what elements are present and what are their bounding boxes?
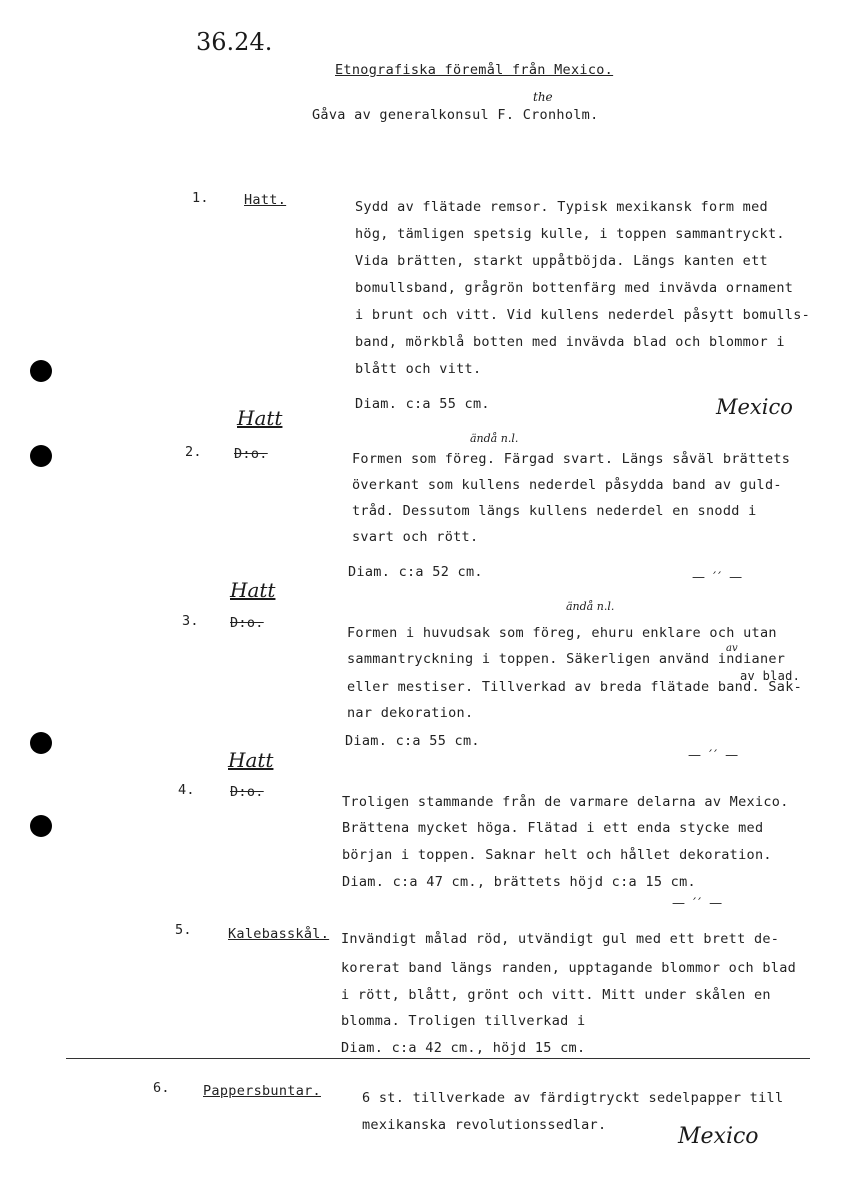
- description-line: tråd. Dessutom längs kullens nederdel en snodd i: [352, 503, 757, 519]
- description-line: svart och rött.: [352, 529, 479, 545]
- item-name: Hatt.: [244, 192, 287, 208]
- description-line: Troligen stammande från de varmare delarna av Mexico.: [342, 794, 789, 810]
- item-measure: Diam. c:a 55 cm.: [345, 733, 480, 749]
- item-number: 4.: [178, 782, 195, 798]
- handwritten-place: Mexico: [678, 1124, 759, 1149]
- handwritten-insert-av: av: [726, 643, 738, 654]
- subtitle-insert: the: [533, 90, 553, 104]
- description-line: sammantryckning i toppen. Säkerligen använd indianer: [347, 651, 786, 667]
- description-line: blått och vitt.: [355, 361, 482, 377]
- handwritten-place: Mexico: [716, 395, 793, 419]
- item-name-struck: D:o.: [230, 615, 264, 631]
- description-line: Formen i huvudsak som föreg, ehuru enklare och utan: [347, 625, 777, 641]
- description-line: blomma. Troligen tillverkad i: [341, 1013, 586, 1029]
- description-line: Formen som föreg. Färgad svart. Längs såväl brättets: [352, 451, 791, 467]
- handwritten-insert-blad: av blad.: [740, 669, 801, 683]
- description-line: hög, tämligen spetsig kulle, i toppen sammantryckt.: [355, 226, 785, 242]
- description-line: Brättena mycket höga. Flätad i ett enda stycke med: [342, 820, 764, 836]
- description-line: band, mörkblå botten med invävda blad och blommor i: [355, 334, 785, 350]
- item-measure: Diam. c:a 55 cm.: [355, 396, 490, 412]
- page-title: Etnografiska föremål från Mexico.: [335, 62, 614, 78]
- description-line: nar dekoration.: [347, 705, 474, 721]
- description-line: början i toppen. Saknar helt och hållet dekoration.: [342, 847, 772, 863]
- ditto-mark: — ′′ —: [672, 896, 725, 911]
- page-subtitle: Gåva av generalkonsul F. Cronholm.: [312, 107, 599, 123]
- punch-hole: [30, 445, 52, 467]
- item-measure: Diam. c:a 47 cm., brättets höjd c:a 15 cm.: [342, 874, 696, 890]
- item-measure: Diam. c:a 42 cm., höjd 15 cm.: [341, 1040, 586, 1056]
- handwritten-insert: ändå n.l.: [566, 600, 615, 613]
- description-line: 6 st. tillverkade av färdigtryckt sedelpapper till: [362, 1090, 784, 1106]
- punch-hole: [30, 732, 52, 754]
- item-number: 1.: [192, 190, 209, 206]
- handwritten-name: Hatt: [230, 578, 276, 602]
- handwritten-insert: ändå n.l.: [470, 432, 519, 445]
- description-line: korerat band längs randen, upptagande blommor och blad: [341, 960, 797, 976]
- item-name: Pappersbuntar.: [203, 1083, 321, 1099]
- description-line: Vida brätten, starkt uppåtböjda. Längs kanten ett: [355, 253, 768, 269]
- description-line: bomullsband, grågrön bottenfärg med invävda ornament: [355, 280, 794, 296]
- archive-number: 36.24.: [196, 28, 273, 56]
- description-line: i rött, blått, grönt och vitt. Mitt under skålen en: [341, 987, 771, 1003]
- item-number: 6.: [153, 1080, 170, 1096]
- description-line: Sydd av flätade remsor. Typisk mexikansk form med: [355, 199, 768, 215]
- item-name-struck: D:o.: [230, 784, 264, 800]
- description-line: eller mestiser. Tillverkad av breda flätade band. Sak-: [347, 679, 803, 695]
- item-number: 3.: [182, 613, 199, 629]
- item-name-struck: D:o.: [234, 446, 268, 462]
- ditto-mark: — ′′ —: [692, 570, 745, 585]
- item-number: 2.: [185, 444, 202, 460]
- separator-line: [66, 1058, 810, 1059]
- ditto-mark: — ′′ —: [688, 748, 741, 763]
- punch-hole: [30, 815, 52, 837]
- description-line: överkant som kullens nederdel påsydda band av guld-: [352, 477, 782, 493]
- item-number: 5.: [175, 922, 192, 938]
- handwritten-name: Hatt: [228, 748, 274, 772]
- item-name: Kalebasskål.: [228, 926, 330, 942]
- description-line: i brunt och vitt. Vid kullens nederdel påsytt bomulls-: [355, 307, 811, 323]
- punch-hole: [30, 360, 52, 382]
- description-line: Invändigt målad röd, utvändigt gul med ett brett de-: [341, 931, 780, 947]
- description-line: mexikanska revolutionssedlar.: [362, 1117, 607, 1133]
- handwritten-name: Hatt: [237, 406, 283, 430]
- item-measure: Diam. c:a 52 cm.: [348, 564, 483, 580]
